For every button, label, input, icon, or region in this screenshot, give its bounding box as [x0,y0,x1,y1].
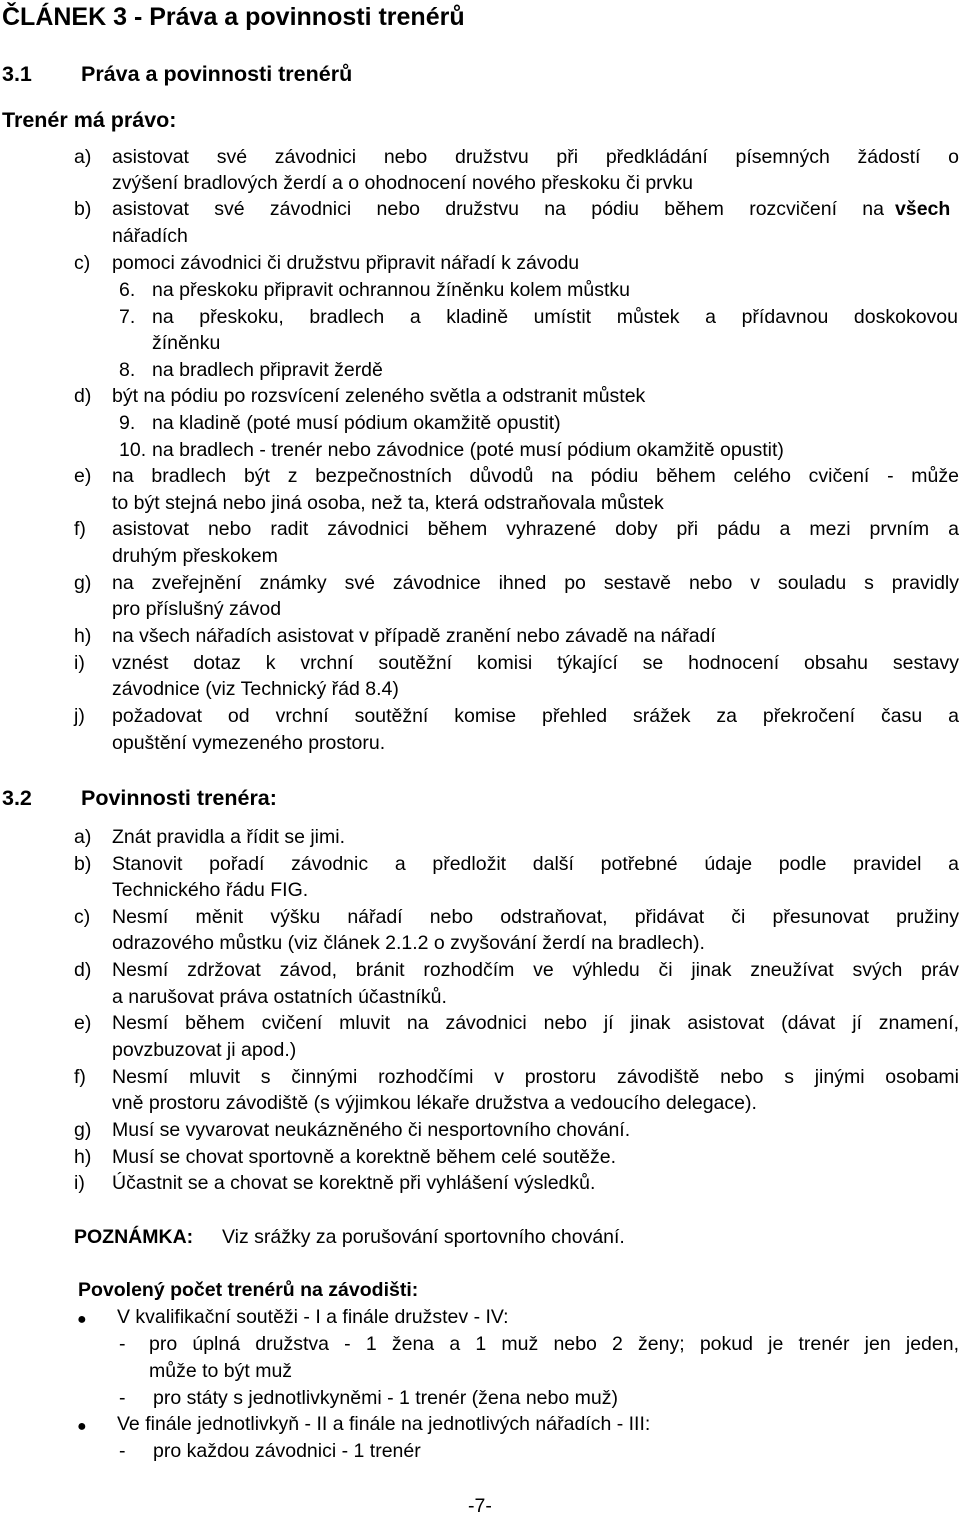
item-g-label: g) [74,572,92,594]
item-b-label: b) [74,198,92,220]
item-b-bold-word: všech [895,198,951,220]
duty-a-label: a) [74,826,92,848]
item-a-line1: asistovat své závodnici nebo družstvu při předkládání písemných žádostí o [112,146,959,168]
section-3-1-subheading: Trenér má právo: [2,108,177,132]
bullet-dot-icon: ● [77,1418,87,1435]
item-e-line2: to být stejná nebo jiná osoba, než ta, která odstraňovala můstek [112,492,664,514]
item-7-label: 7. [119,306,136,328]
item-6-line1: na přeskoku připravit ochrannou žíněnku kolem můstku [152,279,630,301]
item-j-line2: opuštění vymezeného prostoru. [112,732,386,754]
item-i-line2: závodnice (viz Technický řád 8.4) [112,678,399,700]
duty-c-line2: odrazového můstku (viz článek 2.1.2 o zvyšování žerdí na bradlech). [112,932,705,954]
allowed-b1-dash1-line1: pro úplná družstva - 1 žena a 1 muž nebo 2 ženy; pokud je trenér jen jeden, [149,1333,959,1355]
item-d-line1: být na pódiu po rozsvícení zeleného světla a odstranit můstek [112,385,646,407]
duty-d-label: d) [74,959,92,981]
duty-f-line2: vně prostoru závodiště (s výjimkou lékaře družstva a vedoucího delegace). [112,1092,757,1114]
duty-f-label: f) [74,1066,86,1088]
duty-i-line1: Účastnit se a chovat se korektně při vyhlášení výsledků. [112,1172,596,1194]
page-title: ČLÁNEK 3 - Práva a povinnosti trenérů [2,3,465,31]
item-b-line1: asistovat své závodnici nebo družstvu na pódiu během rozcvičení na [112,198,884,220]
duty-g-line1: Musí se vyvarovat neukázněného či nesportovního chování. [112,1119,631,1141]
dash-1: - [119,1333,126,1355]
item-9-label: 9. [119,412,136,434]
duty-e-label: e) [74,1012,92,1034]
section-3-1-heading: Práva a povinnosti trenérů [81,62,353,86]
item-i-label: i) [74,652,85,674]
item-j-label: j) [74,705,85,727]
dash-2: - [119,1387,126,1409]
item-g-line1: na zveřejnění známky své závodnice ihned po sestavě nebo v souladu s pravidly [112,572,959,594]
item-g-line2: pro příslušný závod [112,598,282,620]
item-e-line1: na bradlech být z bezpečnostních důvodů na pódiu během celého cvičení - může [112,465,959,487]
duty-b-label: b) [74,853,92,875]
item-c-line1: pomoci závodnici či družstvu připravit nářadí k závodu [112,252,580,274]
section-3-2-heading: Povinnosti trenéra: [81,786,277,810]
allowed-b1-dash2: pro státy s jednotlivkyněmi - 1 trenér (žena nebo muž) [153,1387,618,1409]
section-3-2-number: 3.2 [2,786,32,810]
item-6-label: 6. [119,279,136,301]
duty-e-line1: Nesmí během cvičení mluvit na závodnici nebo jí jinak asistovat (dávat jí znamení, [112,1012,959,1034]
item-i-line1: vznést dotaz k vrchní soutěžní komisi týkající se hodnocení obsahu sestavy [112,652,959,674]
duty-h-line1: Musí se chovat sportovně a korektně během celé soutěže. [112,1146,617,1168]
bullet-dot-icon: ● [77,1311,87,1328]
duty-i-label: i) [74,1172,85,1194]
item-7-line2: žíněnku [152,332,221,354]
item-h-label: h) [74,625,92,647]
item-a-label: a) [74,146,92,168]
item-10-label: 10. [119,439,147,461]
item-7-line1: na přeskoku, bradlech a kladině umístit můstek a přídavnou doskokovou [152,306,958,328]
duty-b-line2: Technického řádu FIG. [112,879,309,901]
duty-g-label: g) [74,1119,92,1141]
item-d-label: d) [74,385,92,407]
allowed-bullet-1: V kvalifikační soutěži - I a finále družstev - IV: [117,1306,509,1328]
item-f-line1: asistovat nebo radit závodnici během vyhrazené doby při pádu a mezi prvním a [112,518,959,540]
duty-a-line1: Znát pravidla a řídit se jimi. [112,826,346,848]
duty-d-line1: Nesmí zdržovat závod, bránit rozhodčím ve výhledu či jinak zneužívat svých práv [112,959,959,981]
item-9-line1: na kladině (poté musí pódium okamžitě opustit) [152,412,561,434]
item-10-line1: na bradlech - trenér nebo závodnice (poté musí pódium okamžitě opustit) [152,439,784,461]
note-text: Viz srážky za porušování sportovního chování. [222,1226,625,1248]
duty-h-label: h) [74,1146,92,1168]
note-label: POZNÁMKA: [74,1226,194,1248]
dash-3: - [119,1440,126,1462]
page-number: -7- [468,1495,492,1517]
allowed-heading: Povolený počet trenérů na závodišti: [78,1279,419,1301]
duty-c-label: c) [74,906,91,928]
item-8-label: 8. [119,359,136,381]
item-b-line2: nářadích [112,225,188,247]
item-f-label: f) [74,518,86,540]
item-f-line2: druhým přeskokem [112,545,278,567]
duty-d-line2: a narušovat práva ostatních účastníků. [112,986,447,1008]
duty-f-line1: Nesmí mluvit s činnými rozhodčími v prostoru závodiště nebo s jinými osobami [112,1066,959,1088]
allowed-b1-dash1-line2: může to být muž [149,1360,293,1382]
item-h-line1: na všech nářadích asistovat v případě zranění nebo závadě na nářadí [112,625,716,647]
duty-e-line2: povzbuzovat ji apod.) [112,1039,297,1061]
item-e-label: e) [74,465,92,487]
duty-c-line1: Nesmí měnit výšku nářadí nebo odstraňovat, přidávat či přesunovat pružiny [112,906,959,928]
section-3-1-number: 3.1 [2,62,32,86]
allowed-b2-dash1: pro každou závodnici - 1 trenér [153,1440,421,1462]
item-8-line1: na bradlech připravit žerdě [152,359,383,381]
item-j-line1: požadovat od vrchní soutěžní komise přehled srážek za překročení času a [112,705,959,727]
item-a-line2: zvýšení bradlových žerdí a o ohodnocení nového přeskoku či prvku [112,172,694,194]
item-c-label: c) [74,252,91,274]
allowed-bullet-2: Ve finále jednotlivkyň - II a finále na jednotlivých nářadích - III: [117,1413,651,1435]
duty-b-line1: Stanovit pořadí závodnic a předložit další potřebné údaje podle pravidel a [112,853,959,875]
